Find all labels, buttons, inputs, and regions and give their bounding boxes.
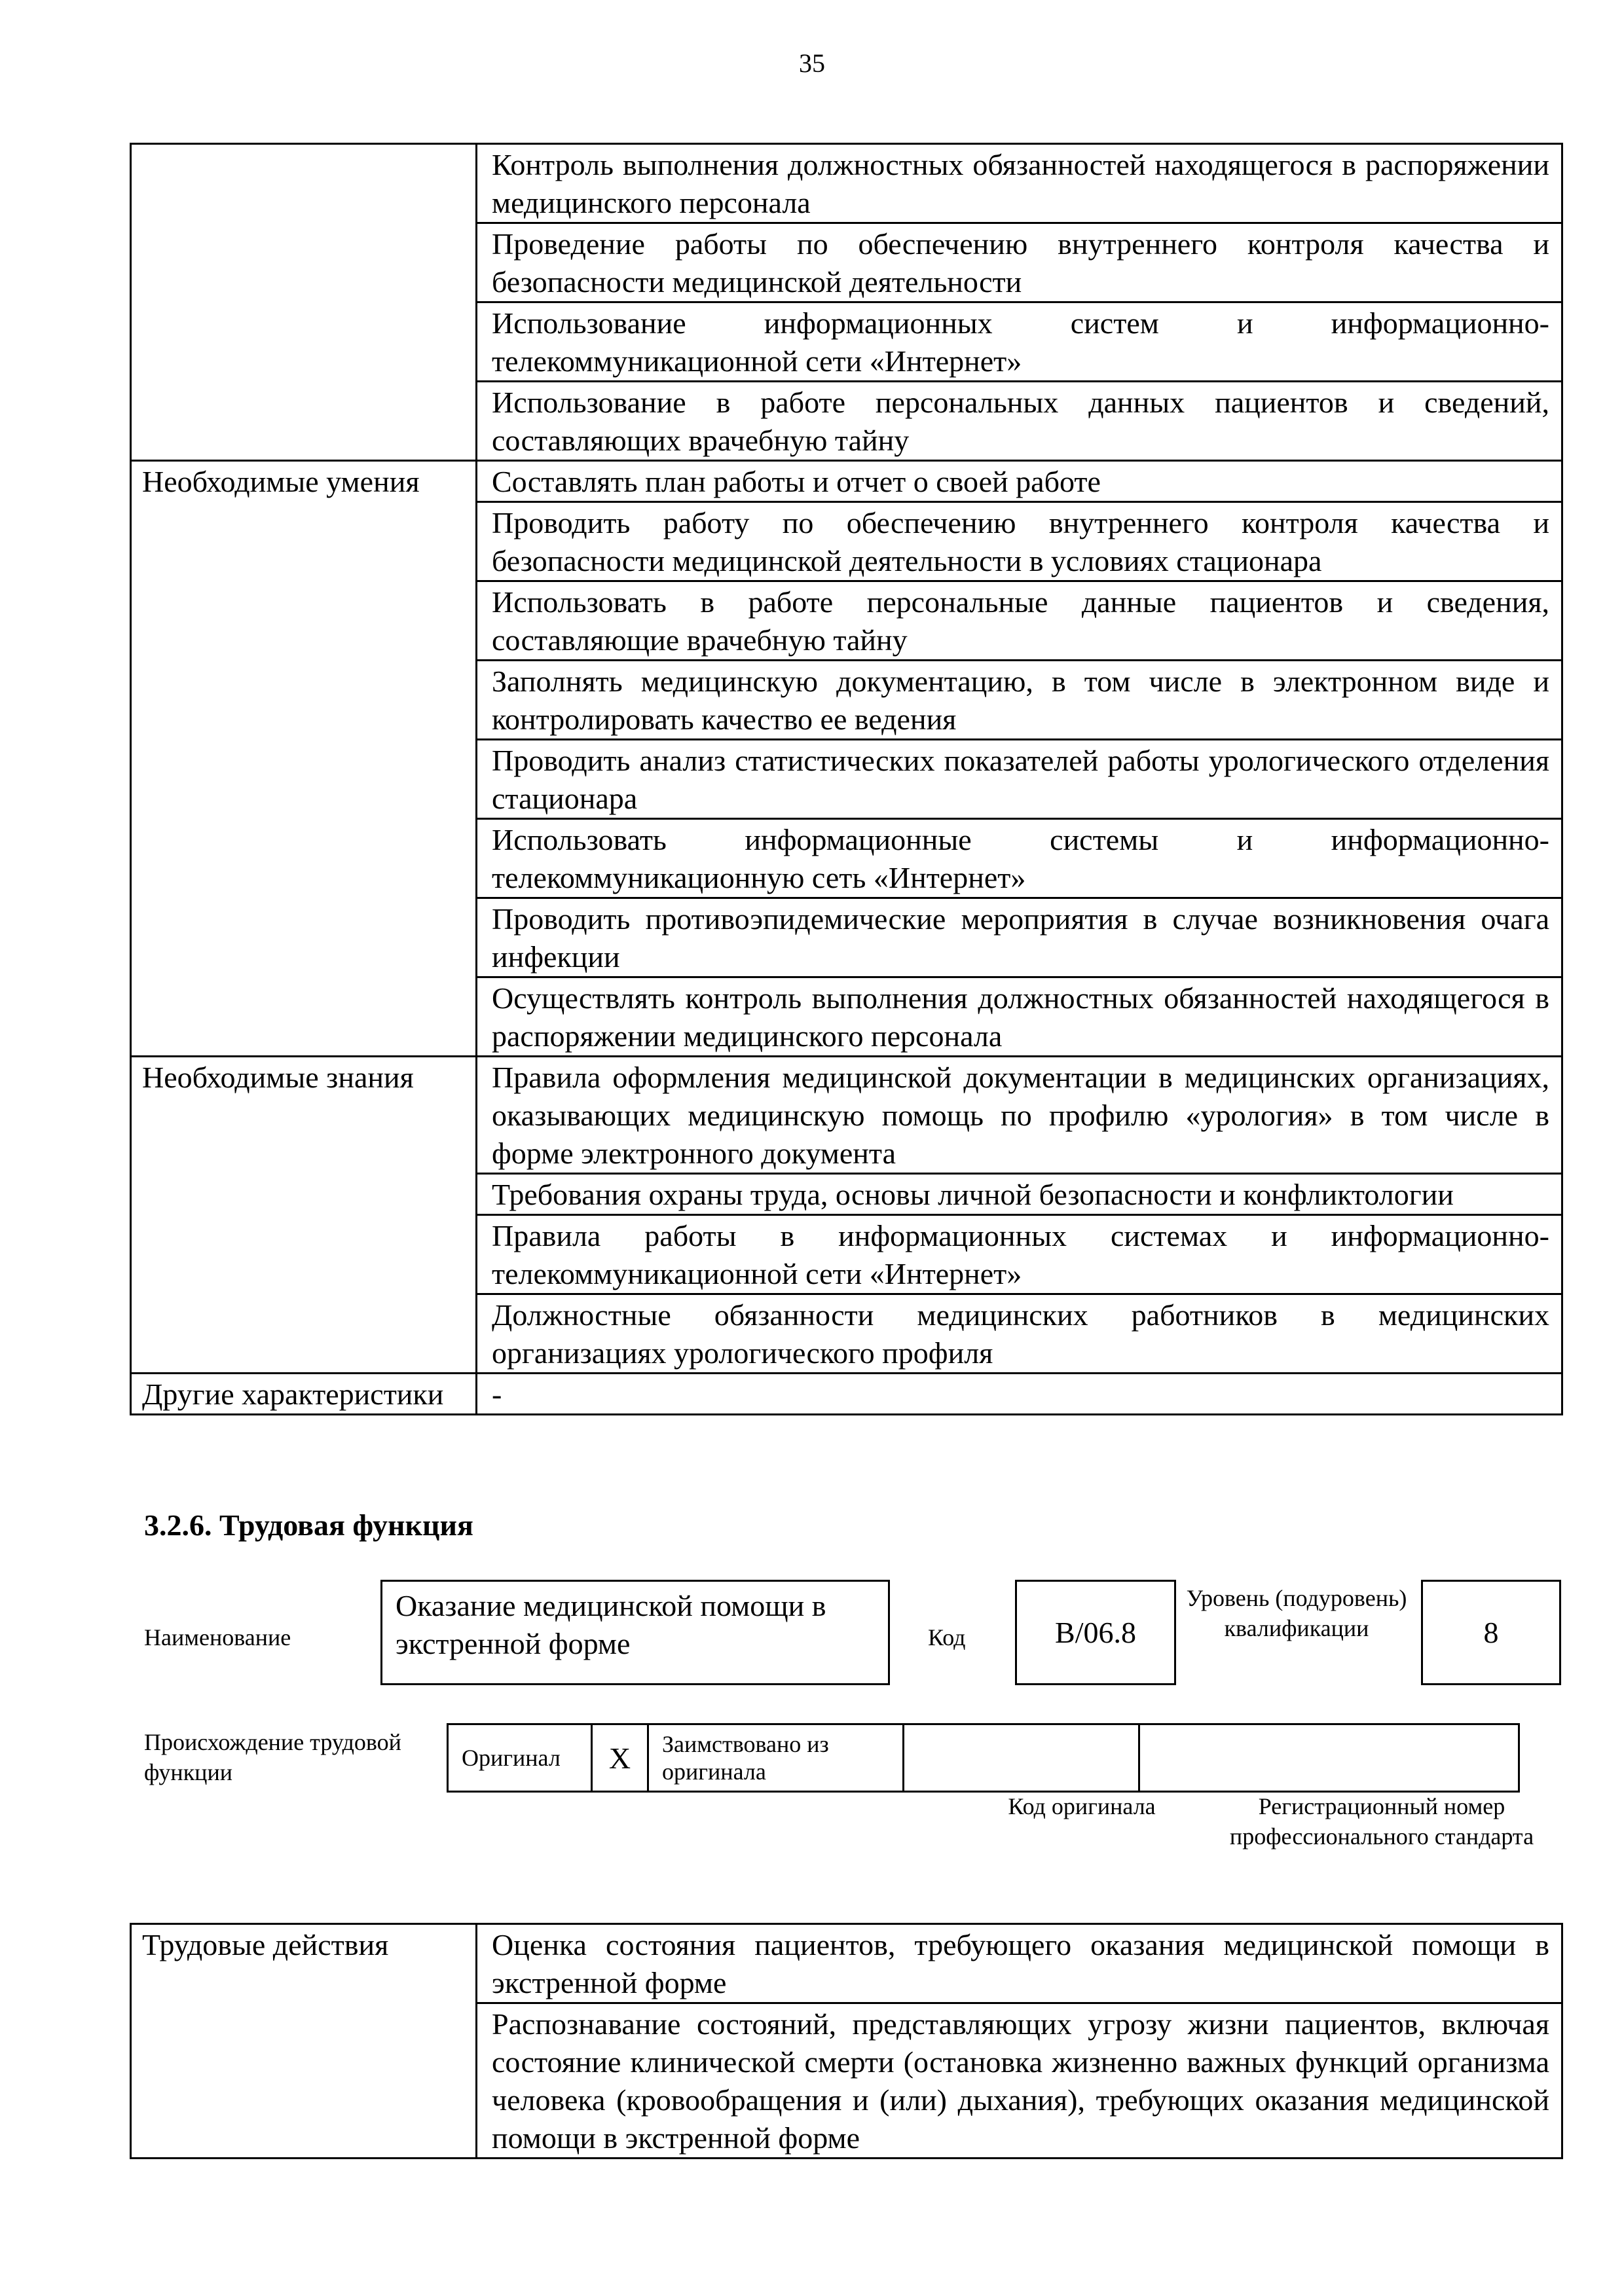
table-cell: - <box>477 1374 1562 1415</box>
original-cell: Оригинал <box>448 1724 592 1792</box>
table-row <box>131 144 1562 223</box>
table-cell: Использовать информационные системы и информационно-телекоммуникационную сеть «Интернет» <box>477 819 1562 898</box>
table-cell: Правила оформления медицинской документации в медицинских организациях, оказывающих медицинскую помощь по профилю «урология» в том числе в форме электронного документа <box>477 1057 1562 1174</box>
table-cell: Контроль выполнения должностных обязанностей находящегося в распоряжении медицинского персонала <box>477 144 1562 223</box>
table-cell: Составлять план работы и отчет о своей работе <box>477 461 1562 502</box>
qualification-level-field: 8 <box>1421 1580 1561 1685</box>
competency-table <box>130 143 1563 1415</box>
original-mark: X <box>592 1724 648 1792</box>
code-original-caption: Код оригинала <box>1008 1793 1156 1819</box>
code-original-cell <box>904 1724 1139 1792</box>
reg-number-caption: Регистрационный номер профессионального стандарта <box>1229 1793 1534 1850</box>
function-code-field: B/06.8 <box>1015 1580 1176 1685</box>
borrowed-cell: Заимствовано из оригинала <box>648 1724 904 1792</box>
table-row <box>131 1924 1562 2003</box>
table-cell: Оценка состояния пациентов, требующего оказания медицинской помощи в экстренной форме <box>477 1924 1562 2003</box>
table-cell: Использовать в работе персональные данные пациентов и сведения, составляющие врачебную тайну <box>477 581 1562 661</box>
row-group-label: Необходимые умения <box>131 461 477 1057</box>
table-cell: Заполнять медицинскую документацию, в том числе в электронном виде и контролировать качество ее ведения <box>477 661 1562 740</box>
row-group-label: Необходимые знания <box>131 1057 477 1374</box>
table-cell: Распознавание состояний, представляющих угрозу жизни пациентов, включая состояние клинической смерти (остановка жизненно важных функций организма человека (кровообращения и (или) дыхания), требующих оказания медицинской помощи в экстренной форме <box>477 2003 1562 2159</box>
section-title: 3.2.6. Трудовая функция <box>144 1508 473 1542</box>
table-cell: Использование информационных систем и информационно-телекоммуникационной сети «Интернет» <box>477 302 1562 382</box>
table-row <box>131 461 1562 502</box>
table-cell: Требования охраны труда, основы личной безопасности и конфликтологии <box>477 1174 1562 1215</box>
code-label: Код <box>928 1624 966 1650</box>
labor-actions-table <box>130 1923 1563 2159</box>
qualification-level-label: Уровень (подуровень) квалификации <box>1186 1585 1407 1641</box>
origin-table <box>447 1723 1520 1793</box>
origin-label: Происхождение трудовой функции <box>144 1729 401 1785</box>
reg-number-cell <box>1139 1724 1519 1792</box>
table-cell: Проводить работу по обеспечению внутреннего контроля качества и безопасности медицинской деятельности в условиях стационара <box>477 502 1562 581</box>
row-group-label: Трудовые действия <box>131 1924 477 2159</box>
table-cell: Правила работы в информационных системах и информационно-телекоммуникационной сети «Интернет» <box>477 1215 1562 1294</box>
row-group-label: Другие характеристики <box>131 1374 477 1415</box>
name-label: Наименование <box>144 1624 291 1650</box>
table-row <box>131 1374 1562 1415</box>
function-name-field: Оказание медицинской помощи в экстренной форме <box>380 1580 890 1685</box>
table-row <box>131 1057 1562 1174</box>
table-cell: Проводить противоэпидемические мероприятия в случае возникновения очага инфекции <box>477 898 1562 977</box>
table-cell: Проводить анализ статистических показателей работы урологического отделения стационара <box>477 740 1562 819</box>
table-cell: Должностные обязанности медицинских работников в медицинских организациях урологического профиля <box>477 1294 1562 1374</box>
table-cell: Использование в работе персональных данных пациентов и сведений, составляющих врачебную тайну <box>477 382 1562 461</box>
row-group-label <box>131 144 477 461</box>
table-cell: Осуществлять контроль выполнения должностных обязанностей находящегося в распоряжении медицинского персонала <box>477 977 1562 1057</box>
page-number: 35 <box>799 48 825 78</box>
table-cell: Проведение работы по обеспечению внутреннего контроля качества и безопасности медицинской деятельности <box>477 223 1562 302</box>
